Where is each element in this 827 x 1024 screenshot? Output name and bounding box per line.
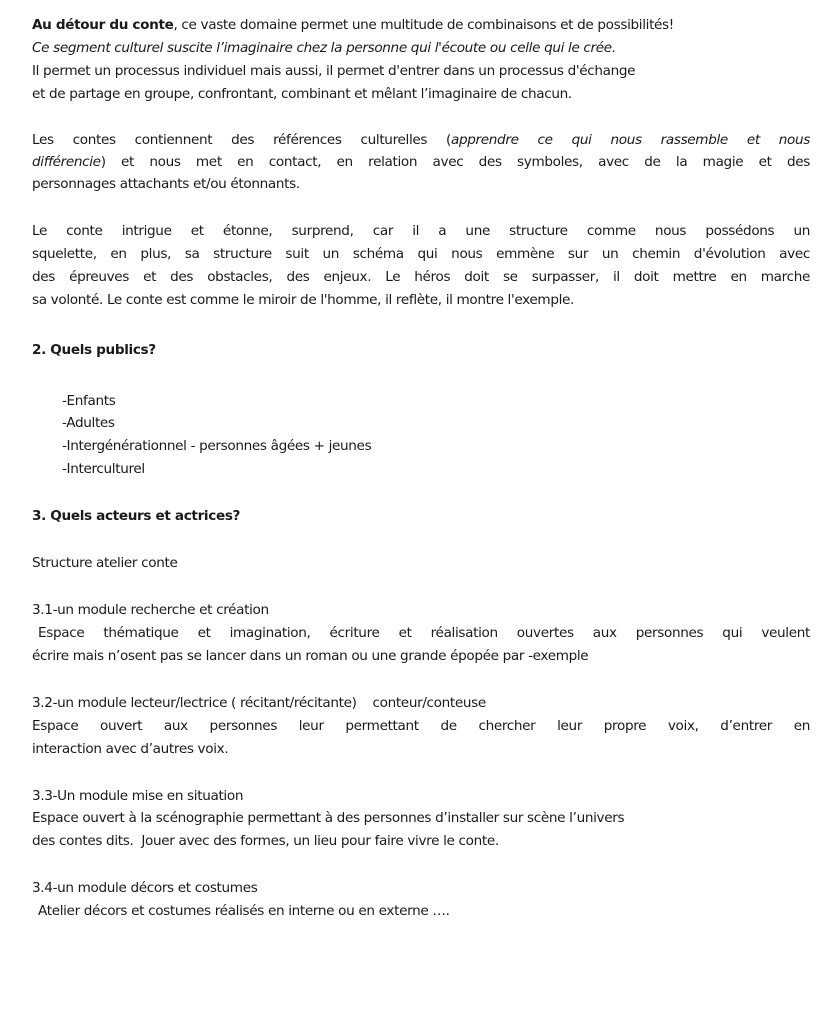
para2-line-3: personnages attachants et/ou étonnants.: [32, 176, 300, 192]
para2-line-1-start: Les contes contiennent des références culturelles (: [32, 132, 451, 148]
module-3-4-line-1: Atelier décors et costumes réalisés en interne ou en externe ….: [38, 903, 450, 919]
module-3-2-line-2: interaction avec d’autres voix.: [32, 741, 229, 757]
intro-line-1: [32, 14, 674, 36]
module-3-2-line-1: Espace ouvert aux personnes leur permettant de chercher leur propre voix, d’entrer en: [32, 718, 810, 734]
section-3-heading: 3. Quels acteurs et actrices?: [32, 508, 241, 524]
public-item: -Adultes: [62, 415, 115, 431]
intro-line-4: et de partage en groupe, confrontant, combinant et mêlant l’imaginaire de chacun.: [32, 86, 572, 102]
intro-line-2: Ce segment culturel suscite l’imaginaire chez la personne qui l'écoute ou celle qui le crée.: [32, 40, 616, 56]
para3-line-3: des épreuves et des obstacles, des enjeux. Le héros doit se surpasser, il doit mettre en marche: [32, 269, 810, 285]
module-3-1-line-1: Espace thématique et imagination, écriture et réalisation ouvertes aux personnes qui veulent: [38, 625, 810, 641]
public-item: -Interculturel: [62, 461, 145, 477]
para3-line-4: sa volonté. Le conte est comme le miroir de l'homme, il reflète, il montre l'exemple.: [32, 292, 575, 308]
module-3-4-title: 3.4-un module décors et costumes: [32, 880, 258, 896]
section-2-heading: 2. Quels publics?: [32, 342, 156, 358]
module-3-3-line-2: des contes dits. Jouer avec des formes, un lieu pour faire vivre le conte.: [32, 833, 499, 849]
para2-line-2-rest: ) et nous met en contact, en relation avec des symboles, avec de la magie et des: [100, 154, 810, 170]
module-3-1-title: 3.1-un module recherche et création: [32, 602, 269, 618]
section-3-intro: Structure atelier conte: [32, 555, 178, 571]
module-3-1-line-2: écrire mais n’osent pas se lancer dans un roman ou une grande épopée par -exemple: [32, 648, 589, 664]
public-item: -Intergénérationnel - personnes âgées + jeunes: [62, 438, 372, 454]
para2-line-1: [32, 129, 810, 151]
intro-bold-lead: Au détour du conte: [32, 17, 174, 33]
para2-line-2: [32, 151, 810, 173]
module-3-3-line-1: Espace ouvert à la scénographie permettant à des personnes d’installer sur scène l’univers: [32, 810, 625, 826]
intro-line-3: Il permet un processus individuel mais aussi, il permet d'entrer dans un processus d'échange: [32, 63, 636, 79]
para3-line-2: squelette, en plus, sa structure suit un schéma qui nous emmène sur un chemin d'évolution avec: [32, 246, 810, 262]
module-3-3-title: 3.3-Un module mise en situation: [32, 788, 244, 804]
para2-line-1-italic: apprendre ce qui nous rassemble et nous: [451, 132, 810, 148]
module-3-2-title: 3.2-un module lecteur/lectrice ( récitant/récitante) conteur/conteuse: [32, 695, 486, 711]
intro-line-1-rest: , ce vaste domaine permet une multitude de combinaisons et de possibilités!: [173, 17, 674, 33]
public-item: -Enfants: [62, 393, 116, 409]
para3-line-1: Le conte intrigue et étonne, surprend, car il a une structure comme nous possédons un: [32, 223, 810, 239]
para2-line-2-italic: différencie: [32, 154, 101, 170]
